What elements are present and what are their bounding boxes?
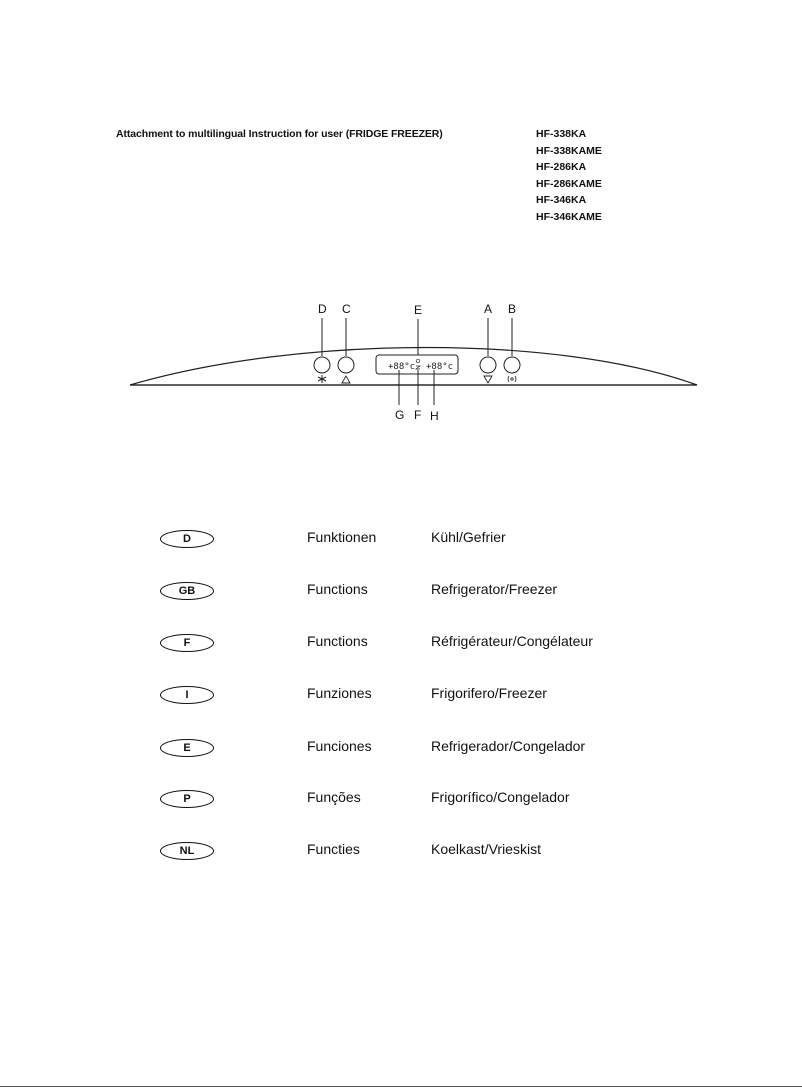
callout-label-c: C xyxy=(342,302,351,316)
language-row xyxy=(0,738,802,762)
callout-label-e: E xyxy=(414,303,423,317)
model-number: HF-346KA xyxy=(536,194,587,206)
functions-label: Funziones xyxy=(307,685,372,701)
appliance-label: Réfrigérateur/Congélateur xyxy=(431,633,593,649)
button-a xyxy=(480,357,496,373)
callout-label-f: F xyxy=(414,408,422,422)
functions-label: Functions xyxy=(307,633,368,649)
appliance-label: Koelkast/Vrieskist xyxy=(431,841,541,857)
model-number: HF-346KAME xyxy=(536,210,602,223)
language-row xyxy=(0,633,802,657)
callout-label-h: H xyxy=(430,409,439,423)
appliance-label: Frigorifero/Freezer xyxy=(431,685,547,701)
document-title: Attachment to multilingual Instruction for user (FRIDGE FREEZER) xyxy=(116,128,443,140)
model-number: HF-286KAME xyxy=(536,177,602,190)
appliance-label: Kühl/Gefrier xyxy=(431,529,506,545)
model-number: HF-286KA xyxy=(536,161,587,173)
button-c xyxy=(338,357,354,373)
language-code-badge: P xyxy=(160,790,214,808)
functions-label: Funciones xyxy=(307,738,372,754)
appliance-label: Refrigerador/Congelador xyxy=(431,738,586,754)
language-row xyxy=(0,529,802,553)
language-row xyxy=(0,789,802,813)
functions-label: Funções xyxy=(307,789,361,805)
appliance-label: Frigorífico/Congelador xyxy=(431,789,570,805)
language-row xyxy=(0,581,802,605)
language-row xyxy=(0,841,802,865)
functions-label: Funktionen xyxy=(307,529,377,545)
model-number: HF-338KAME xyxy=(536,144,602,157)
appliance-label: Refrigerator/Freezer xyxy=(431,581,558,597)
button-d xyxy=(314,357,330,373)
page-bottom-rule xyxy=(0,1086,802,1087)
model-number: HF-338KA xyxy=(536,128,587,140)
language-code-badge: E xyxy=(160,739,214,757)
callout-label-a: A xyxy=(484,302,493,316)
functions-label: Functions xyxy=(307,581,368,597)
functions-label: Functies xyxy=(307,841,360,857)
callout-label-g: G xyxy=(395,408,405,422)
display-right-temp: +88°c xyxy=(426,362,454,372)
button-b xyxy=(504,357,520,373)
display-left-temp: +88°c xyxy=(388,362,416,372)
callout-label-b: B xyxy=(508,302,517,316)
language-code-badge: NL xyxy=(160,842,214,860)
language-code-badge: I xyxy=(160,686,214,704)
language-code-badge: GB xyxy=(160,582,214,600)
language-code-badge: F xyxy=(160,634,214,652)
control-panel-diagram xyxy=(0,0,802,440)
language-row xyxy=(0,685,802,709)
language-code-badge: D xyxy=(160,530,214,548)
callout-label-d: D xyxy=(318,302,327,316)
